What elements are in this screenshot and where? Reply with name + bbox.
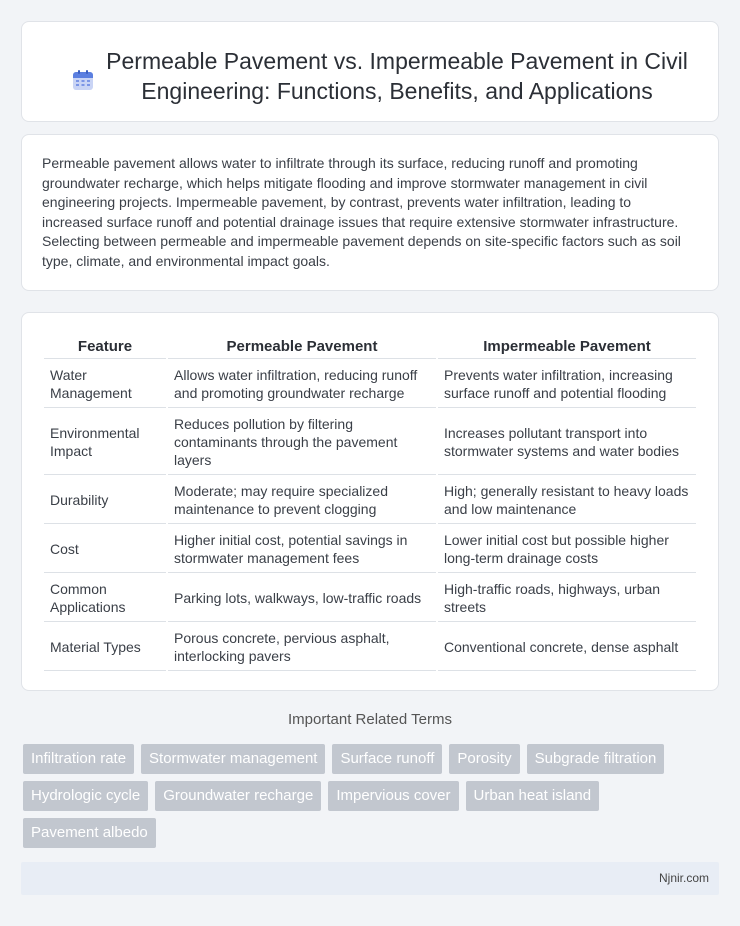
intro-card [21,134,719,291]
page-title: Permeable Pavement vs. Impermeable Pavement in Civil Engineering: Functions, Benefits, and Applications [106,48,688,104]
table-cell: Conventional concrete, dense asphalt [438,624,696,671]
table-row [44,477,696,524]
table-cell: Moderate; may require specialized maintenance to prevent clogging [168,477,436,524]
table-row [44,361,696,408]
table-cell: High; generally resistant to heavy loads and low maintenance [438,477,696,524]
table-cell: Parking lots, walkways, low-traffic roads [168,575,436,622]
title-card [21,21,719,122]
table-cell: Porous concrete, pervious asphalt, interlocking pavers [168,624,436,671]
table-cell: Allows water infiltration, reducing runoff and promoting groundwater recharge [168,361,436,408]
table-cell: Cost [44,526,166,573]
table-cell: Durability [44,477,166,524]
table-cell: Higher initial cost, potential savings in stormwater management fees [168,526,436,573]
table-row [44,575,696,622]
table-cell: Water Management [44,361,166,408]
table-cell: High-traffic roads, highways, urban streets [438,575,696,622]
related-terms-heading: Important Related Terms [288,711,452,728]
term-tag[interactable]: Infiltration rate [23,744,134,774]
comparison-card [21,312,719,691]
intro-paragraph: Permeable pavement allows water to infiltrate through its surface, reducing runoff and promoting groundwater recharge, which helps mitigate flooding and improve stormwater management in civil engineering projects. Impermeable pavement, by contrast, prevents water infiltration, leading to increased surface runoff and potential drainage issues that require extensive stormwater infrastructure. Selecting between permeable and impermeable pavement depends on site-specific factors such as soil type, climate, and environmental impact goals. [42,155,681,269]
table-row [44,526,696,573]
table-cell: Environmental Impact [44,410,166,475]
table-cell: Increases pollutant transport into stormwater systems and water bodies [438,410,696,475]
footer-brand[interactable]: Njnir.com [658,871,709,885]
related-terms-list [23,744,723,848]
table-row [44,624,696,671]
term-tag[interactable]: Urban heat island [466,781,600,811]
term-tag[interactable]: Pavement albedo [23,818,156,848]
term-tag[interactable]: Groundwater recharge [155,781,321,811]
table-row [44,410,696,475]
comparison-table [42,333,698,673]
table-cell: Material Types [44,624,166,671]
term-tag[interactable]: Impervious cover [328,781,458,811]
term-tag[interactable]: Stormwater management [141,744,325,774]
header-impermeable: Impermeable Pavement [438,335,696,359]
table-cell: Common Applications [44,575,166,622]
table-cell: Lower initial cost but possible higher long-term drainage costs [438,526,696,573]
header-permeable: Permeable Pavement [168,335,436,359]
term-tag[interactable]: Subgrade filtration [527,744,665,774]
term-tag[interactable]: Surface runoff [332,744,442,774]
term-tag[interactable]: Hydrologic cycle [23,781,148,811]
footer [21,862,719,895]
table-cell: Reduces pollution by filtering contaminants through the pavement layers [168,410,436,475]
term-tag[interactable]: Porosity [449,744,519,774]
table-cell: Prevents water infiltration, increasing surface runoff and potential flooding [438,361,696,408]
table-header-row [44,335,696,359]
header-feature: Feature [44,335,166,359]
